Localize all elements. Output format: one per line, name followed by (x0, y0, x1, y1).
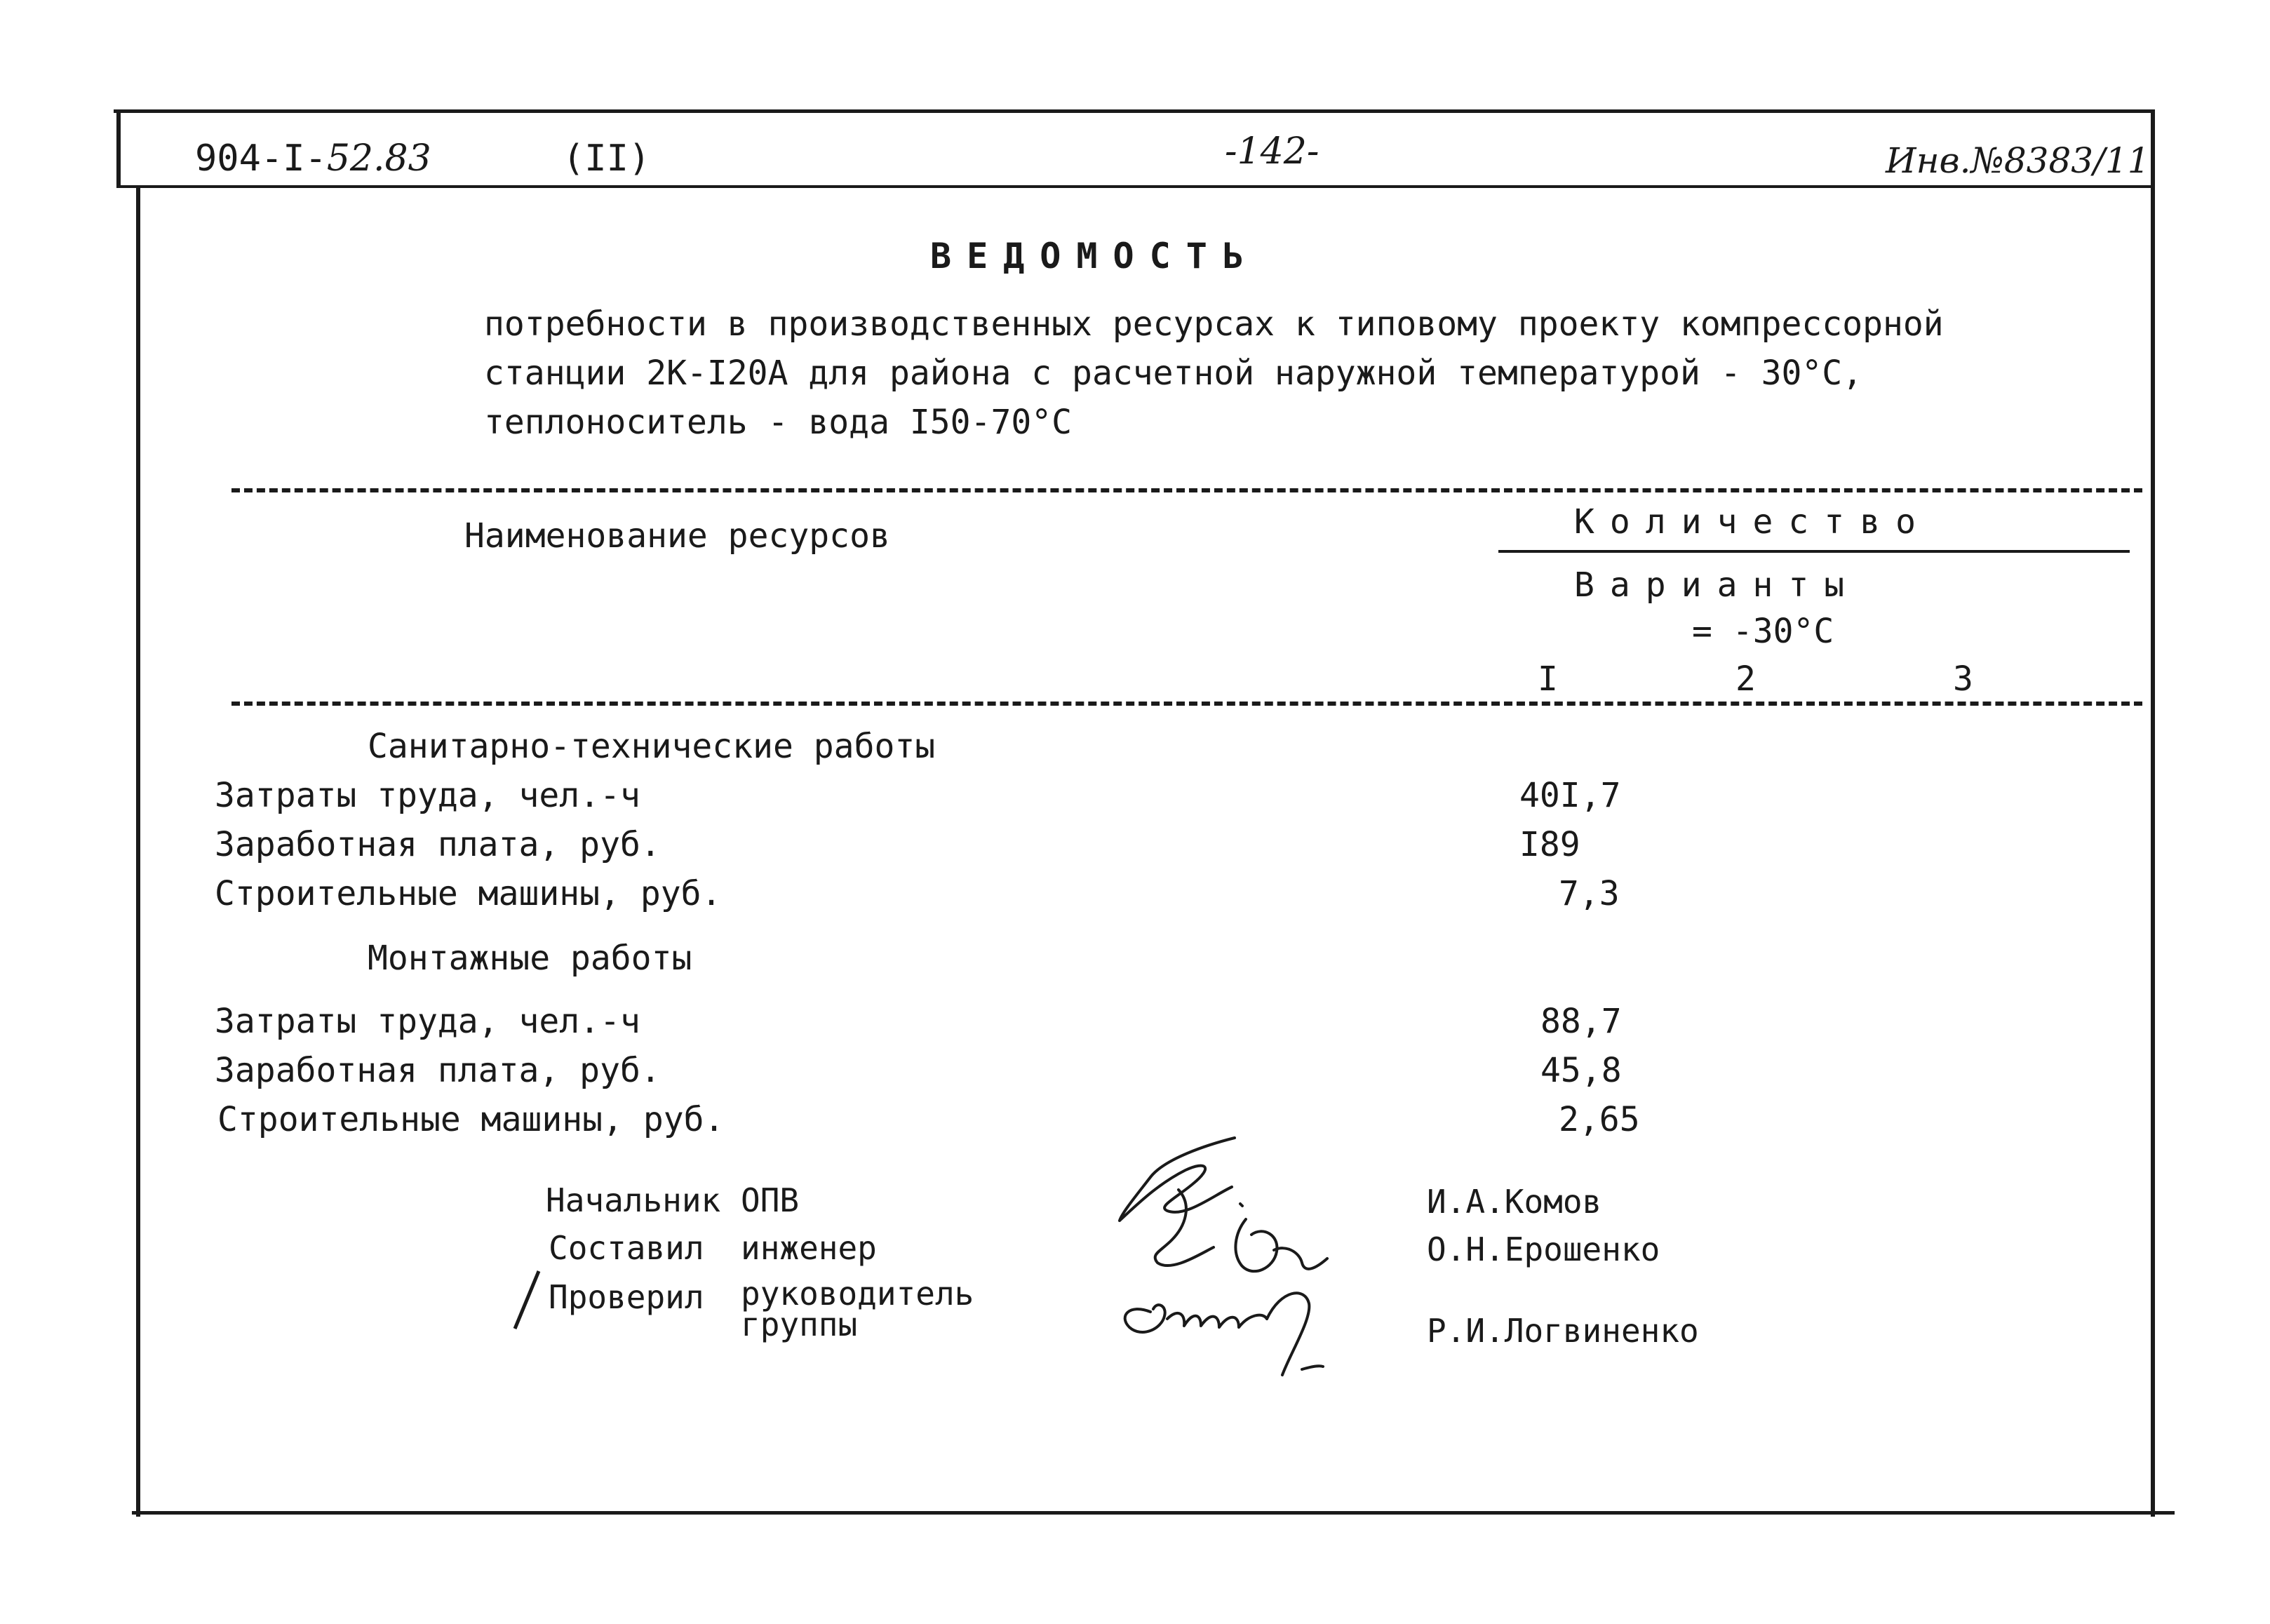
table-top-dashed-rule (231, 488, 2142, 492)
row-name: Затраты труда, чел.-ч (215, 1002, 640, 1041)
signature-role: Составил (549, 1229, 704, 1267)
column-header-variants: Варианты (1574, 565, 1860, 605)
variant-number-1: I (1538, 659, 1558, 699)
row-value-variant-1: 45,8 (1540, 1051, 1622, 1090)
section-title: Монтажные работы (368, 939, 692, 978)
frame-bottom-border (132, 1511, 2175, 1515)
frame-left-border-lower (136, 185, 140, 1517)
signature-name: О.Н.Ерошенко (1427, 1230, 1660, 1268)
row-name: Заработная плата, руб. (215, 825, 661, 864)
header-part: (II) (563, 137, 651, 180)
variant-number-3: 3 (1953, 659, 1973, 699)
signature-role: Начальник (546, 1181, 721, 1219)
doc-code-printed: 904-I- (195, 137, 327, 180)
subtitle-line-1: потребности в производственных ресурсах к типовому проекту компрессорной (484, 304, 1944, 344)
column-header-name: Наименование ресурсов (464, 516, 890, 556)
variant-condition: = -30°С (1692, 612, 1834, 651)
section-title: Санитарно-технические работы (368, 727, 936, 766)
handwritten-signatures (1108, 1128, 1361, 1388)
row-value-variant-1: I89 (1519, 825, 1580, 864)
signature-name: И.А.Комов (1427, 1183, 1602, 1221)
subtitle-line-2: станции 2К-I20А для района с расчетной наружной температурой - 30°С, (484, 354, 1863, 393)
row-name: Затраты труда, чел.-ч (215, 776, 640, 815)
signature-role: Проверил (549, 1278, 704, 1316)
header-divider (116, 185, 2155, 188)
signature-position: руководитель группы (741, 1275, 974, 1343)
column-header-quantity: Количество (1574, 502, 1931, 542)
row-name: Строительные машины, руб. (217, 1100, 725, 1139)
row-value-variant-1: 88,7 (1540, 1002, 1622, 1041)
doc-code-handwritten: 52.83 (326, 137, 431, 180)
slash-mark (509, 1268, 544, 1331)
document-title: ВЕДОМОСТЬ (930, 236, 1259, 276)
row-name: Строительные машины, руб. (215, 874, 722, 913)
signature-position: инженер (741, 1229, 877, 1267)
frame-left-border (116, 109, 121, 185)
subtitle-line-3: теплоноситель - вода I50-70°С (484, 403, 1073, 442)
variant-number-2: 2 (1735, 659, 1756, 699)
frame-right-border (2151, 109, 2155, 1517)
row-value-variant-1: 40I,7 (1519, 776, 1621, 815)
row-value-variant-1: 2,65 (1559, 1100, 1640, 1139)
row-value-variant-1: 7,3 (1559, 874, 1620, 913)
page-number: -142- (1225, 130, 1319, 173)
frame-top-border (114, 109, 2154, 113)
table-header-dashed-rule (231, 702, 2142, 706)
quantity-underline (1498, 550, 2130, 553)
inventory-number: Инв.№8383/11 (1886, 140, 2150, 181)
row-name: Заработная плата, руб. (215, 1051, 661, 1090)
signature-position: ОПВ (741, 1181, 800, 1219)
signature-name: Р.И.Логвиненко (1427, 1312, 1699, 1350)
header-doc-code (195, 137, 431, 180)
